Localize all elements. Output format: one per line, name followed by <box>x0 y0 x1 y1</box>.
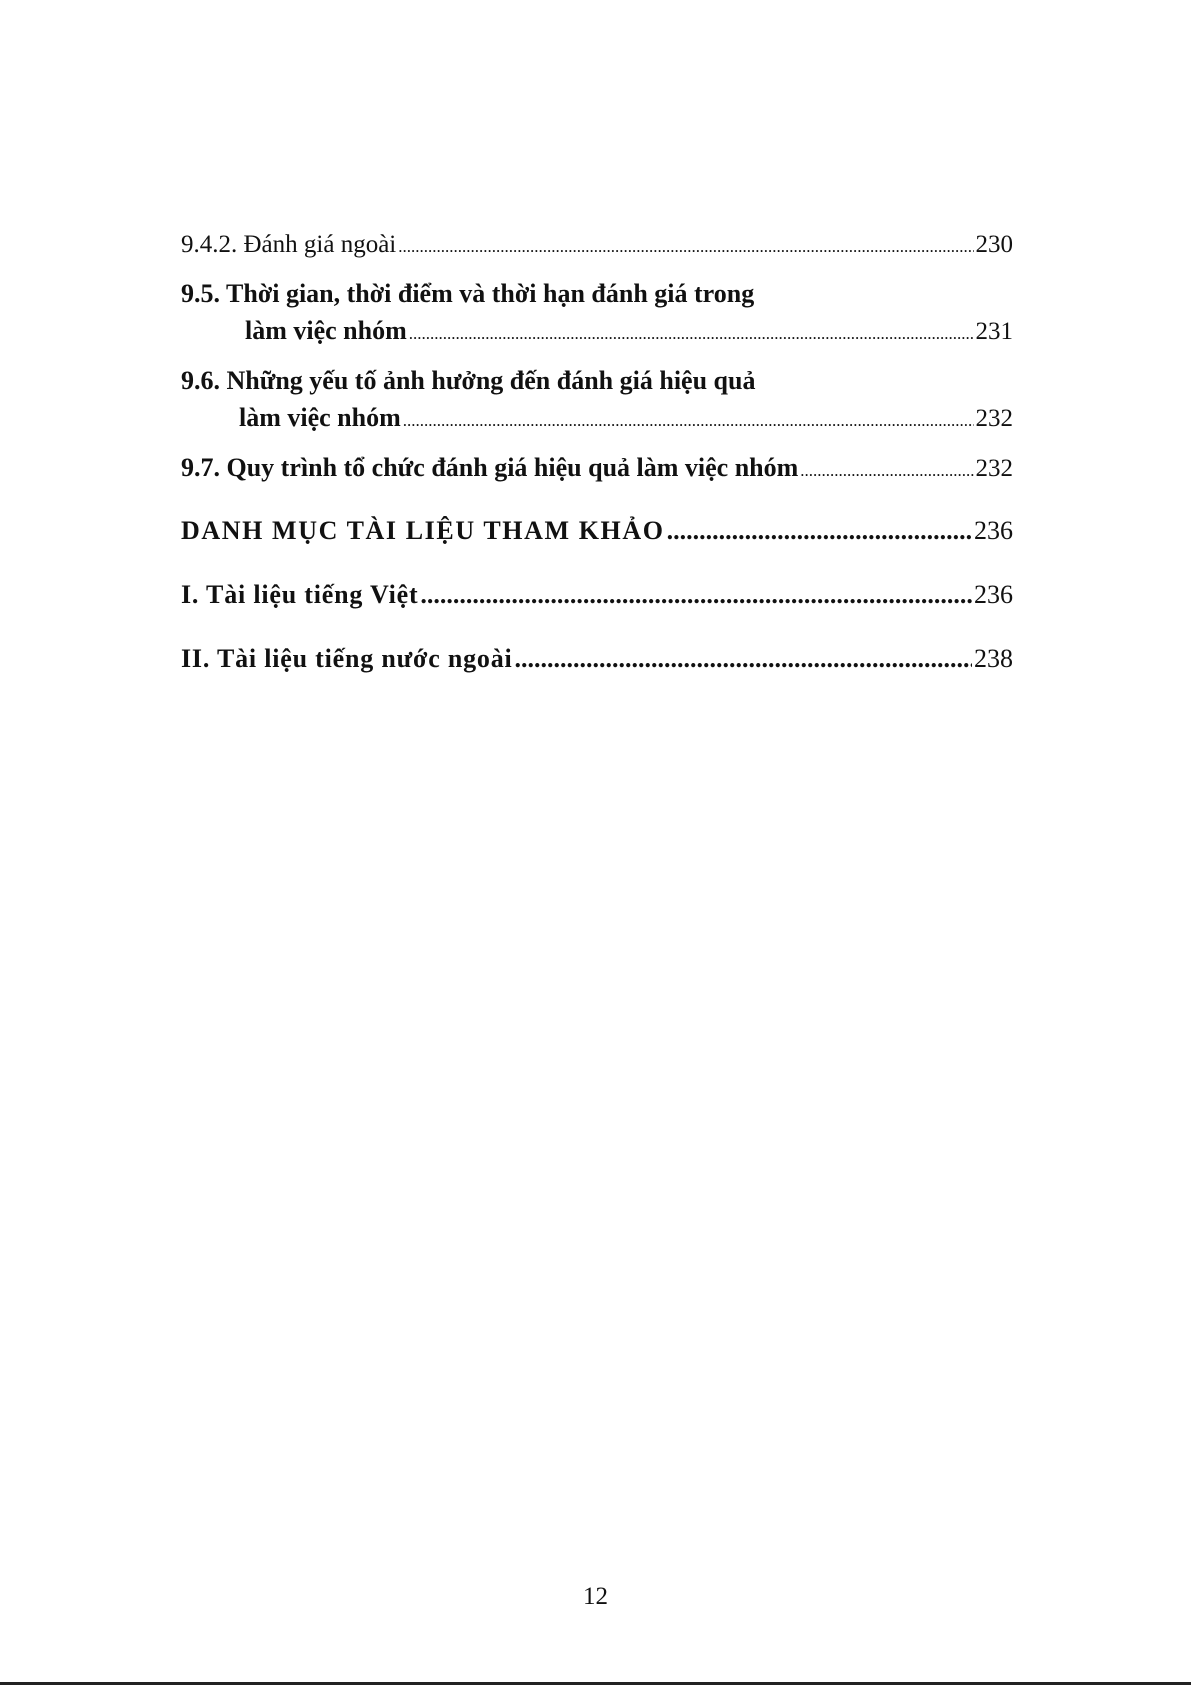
toc-entry-9-5[interactable] <box>181 275 1013 352</box>
dot-leader <box>515 639 972 679</box>
toc-entry-title: DANH MỤC TÀI LIỆU THAM KHẢO <box>181 516 665 545</box>
dot-leader <box>420 575 972 615</box>
toc-entry-title-continuation: làm việc nhóm <box>245 316 407 345</box>
toc-entry-page: 232 <box>975 405 1013 432</box>
toc-entry-title: 9.6. Những yếu tố ảnh hưởng đến đánh giá hiệu quả <box>181 366 756 395</box>
toc-entry-title: II. Tài liệu tiếng nước ngoài <box>181 644 513 673</box>
toc-entry-references[interactable] <box>181 511 1013 551</box>
toc-entry-title: 9.7. Quy trình tổ chức đánh giá hiệu quả làm việc nhóm <box>181 453 799 482</box>
toc-line <box>181 639 1013 679</box>
toc-line <box>181 222 1013 270</box>
dot-leader <box>800 452 973 489</box>
toc-entry-9-6[interactable] <box>181 362 1013 439</box>
dot-leader <box>667 511 972 551</box>
table-of-contents <box>181 222 1013 679</box>
toc-line <box>181 575 1013 615</box>
toc-line <box>181 449 1013 489</box>
dot-leader <box>398 224 973 270</box>
toc-entry-9-7[interactable] <box>181 449 1013 489</box>
toc-entry-title: 9.5. Thời gian, thời điểm và thời hạn đánh giá trong <box>181 279 755 308</box>
toc-entry-title: 9.4.2. Đánh giá ngoài <box>181 231 397 258</box>
dot-leader <box>409 315 974 352</box>
toc-entry-title-continuation: làm việc nhóm <box>239 403 401 432</box>
toc-entry-page: 236 <box>974 516 1013 545</box>
toc-line <box>181 511 1013 551</box>
toc-entry-page: 232 <box>975 455 1013 482</box>
toc-entry-page: 236 <box>974 580 1013 609</box>
toc-entry-9-4-2[interactable] <box>181 222 1013 270</box>
toc-entry-title: I. Tài liệu tiếng Việt <box>181 580 419 609</box>
toc-line <box>181 362 1013 399</box>
toc-entry-page: 230 <box>975 231 1013 258</box>
toc-entry-foreign-refs[interactable] <box>181 639 1013 679</box>
toc-line <box>181 275 1013 312</box>
toc-entry-page: 231 <box>975 318 1013 345</box>
toc-line-continuation <box>181 312 1013 352</box>
dot-leader <box>403 402 974 439</box>
toc-line-continuation <box>181 399 1013 439</box>
toc-entry-vietnamese-refs[interactable] <box>181 575 1013 615</box>
toc-entry-page: 238 <box>974 644 1013 673</box>
page-number: 12 <box>583 1583 608 1610</box>
